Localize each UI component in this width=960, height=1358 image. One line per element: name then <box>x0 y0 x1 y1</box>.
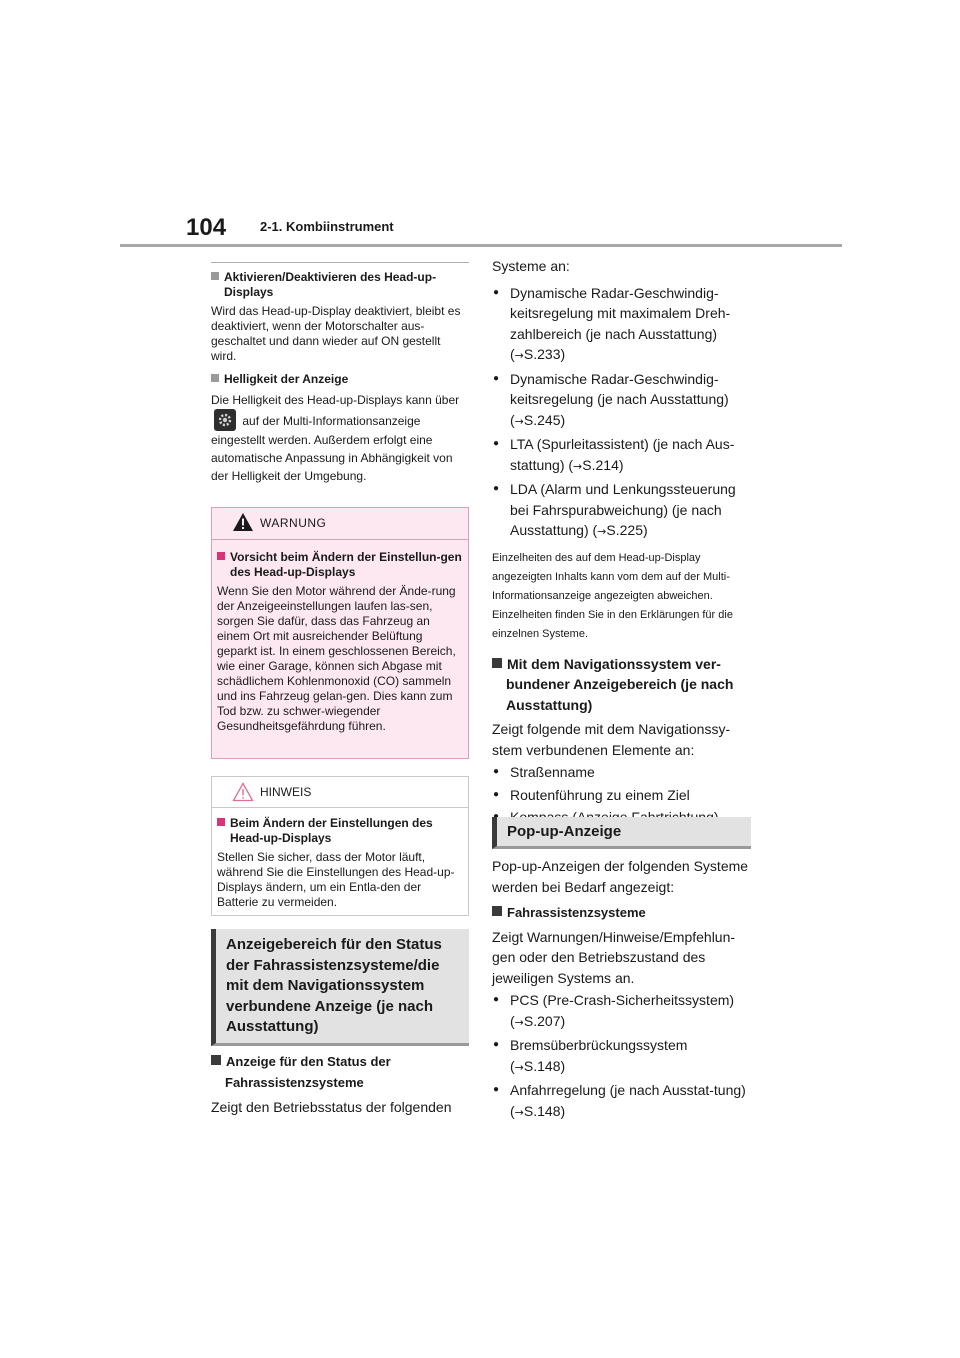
square-bullet-icon <box>211 272 219 280</box>
list-item: ● PCS (Pre-Crash-Sicherheitssystem) (→S.207) <box>492 990 752 1033</box>
nav-text: Zeigt folgende mit dem Navigationssy-stem verbundenen Elemente an: <box>492 721 731 758</box>
caution-triangle-icon <box>232 782 254 802</box>
warning-box <box>211 507 469 759</box>
square-bullet-icon <box>211 1055 221 1065</box>
header-rule <box>120 244 842 247</box>
square-bullet-icon <box>217 818 225 826</box>
square-bullet-icon <box>492 906 502 916</box>
continuation-text: Systeme an: <box>492 258 570 274</box>
list-item: ● LDA (Alarm und Lenkungssteuerung bei Fahrspurabweichung) (je nach Ausstattung) (→S.225) <box>492 479 752 543</box>
status-section <box>211 1052 469 1118</box>
settings-gear-icon <box>214 409 236 431</box>
list-item: ● Straßenname <box>492 762 752 783</box>
list-item: ● Anfahrregelung (je nach Ausstat-tung) (→S.148) <box>492 1080 752 1123</box>
note-title: Beim Ändern der Einstellungen des Head-up-Displays <box>217 816 463 846</box>
warning-header <box>212 508 468 540</box>
section-heading-popup: Pop-up-Anzeige <box>492 817 751 849</box>
note-label: HINWEIS <box>260 785 312 799</box>
section-heading-status: Anzeigebereich für den Status der Fahrassistenzsysteme/die mit dem Navigationssystem verbundene Anzeige (je nach Ausstattung) <box>211 929 469 1046</box>
list-item: ● Bremsüberbrückungssystem (→S.148) <box>492 1035 752 1078</box>
activation-title: Aktivieren/Deaktivieren des Head-up-Displays <box>211 270 469 300</box>
small-note: Einzelheiten des auf dem Head-up-Display angezeigten Inhalts kann vom dem auf der Multi-Informationsanzeige angezeigten abweichen. Einzelheiten finden Sie in den Erklärungen für die einzelnen Systeme. <box>492 551 733 640</box>
assist-text: Zeigt Warnungen/Hinweise/Empfehlun-gen oder den Betriebszustand des jeweiligen Systems an. <box>492 928 736 986</box>
brightness-title: Helligkeit der Anzeige <box>211 372 469 387</box>
note-box <box>211 776 469 916</box>
popup-text: Pop-up-Anzeigen der folgenden Systeme werden bei Bedarf angezeigt: <box>492 858 749 895</box>
list-item: ● Routenführung zu einem Ziel <box>492 785 752 806</box>
status-text: Zeigt den Betriebsstatus der folgenden <box>211 1099 452 1115</box>
status-title: Anzeige für den Status der Fahrassistenzsysteme <box>211 1052 469 1093</box>
right-column <box>492 256 752 828</box>
warning-title: Vorsicht beim Ändern der Einstellun-gen des Head-up-Displays <box>217 550 463 580</box>
square-bullet-icon <box>211 374 219 382</box>
nav-title: Mit dem Navigationssystem ver-bundener Anzeigebereich (je nach Ausstattung) <box>492 654 752 716</box>
page-number: 104 <box>186 214 227 241</box>
left-column <box>211 262 469 493</box>
list-item: ● Dynamische Radar-Geschwindig-keitsregelung mit maximalem Dreh-zahlbereich (je nach Ausstattung) (→S.233) <box>492 283 752 367</box>
list-item: ● LTA (Spurleitassistent) (je nach Aus-stattung) (→S.214) <box>492 434 752 477</box>
divider <box>211 262 469 263</box>
warning-triangle-icon <box>232 512 254 532</box>
list-item: ● Dynamische Radar-Geschwindig-keitsregelung (je nach Ausstattung) (→S.245) <box>492 369 752 433</box>
activation-text: Wird das Head-up-Display deaktiviert, bleibt es deaktiviert, wenn der Motorschalter aus-geschaltet und dann wieder auf ON gestellt wird. <box>211 304 461 363</box>
assist-title: Fahrassistenzsysteme <box>492 903 752 924</box>
note-text: Stellen Sie sicher, dass der Motor läuft, während Sie die Einstellungen des Head-up-Displays ändern, um ein Entla-den der Batterie zu vermeiden. <box>217 850 455 909</box>
warning-label: WARNUNG <box>260 516 327 530</box>
brightness-text: Die Helligkeit des Head-up-Displays kann über auf der Multi-Informationsanzeige eingestellt werden. Außerdem erfolgt eine automatische Anpassung in Abhängigkeit von der Helligkeit der Umgebung. <box>211 393 460 483</box>
note-header <box>212 777 468 808</box>
square-bullet-icon <box>217 552 225 560</box>
section-title: 2-1. Kombiinstrument <box>260 219 394 234</box>
square-bullet-icon <box>492 658 502 668</box>
popup-section <box>492 856 752 1123</box>
warning-text: Wenn Sie den Motor während der Ände-rung der Anzeigeeinstellungen laufen las-sen, sorgen Sie dafür, dass das Fahrzeug an einem Ort mit ausreichender Belüftung geparkt ist. In einem geschlossenen Bereich, wie einer Garage, können sich Abgase mit schädlichem Kohlenmonoxid (CO) sammeln und ins Fahrzeug gelan-gen. Dies kann zum Tod bzw. zu schwer-wiegender Gesundheitsgefährdung führen. <box>217 584 456 733</box>
